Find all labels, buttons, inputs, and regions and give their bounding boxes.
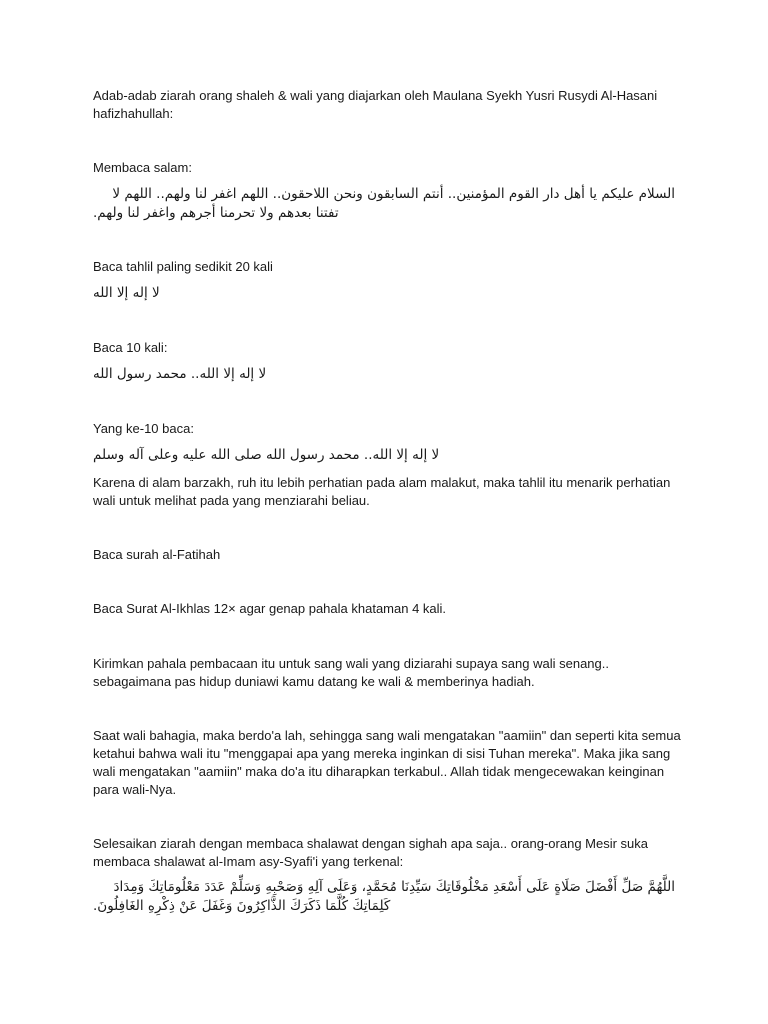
tenth-heading: Yang ke-10 baca:	[93, 421, 194, 436]
tahlil-arabic-text: لا إله إلا الله	[93, 285, 160, 301]
ikhlas-line: Baca Surat Al-Ikhlas 12× agar genap pahala khataman 4 kali.	[93, 601, 447, 616]
intro-paragraph: Adab-adab ziarah orang shaleh & wali yang diajarkan oleh Maulana Syekh Yusri Rusydi Al-Hasani hafizhahullah:	[93, 88, 658, 121]
selesaikan-paragraph: Selesaikan ziarah dengan membaca shalawat dengan sighah apa saja.. orang-orang Mesir suka membaca shalawat al-Imam asy-Syafi'i yang terkenal:	[93, 836, 649, 869]
salam-arabic-line-2: تفتنا بعدهم ولا تحرمنا أجرهم واغفر لنا ولهم.	[93, 205, 339, 221]
ten-times-arabic-text: لا إله إلا الله.. محمد رسول الله	[93, 366, 267, 382]
shalawat-line-2: كَلِمَاتِكَ كُلَّمَا ذَكَرَكَ الذَّاكِرُونَ وَغَفَلَ عَنْ ذِكْرِهِ الغَافِلُونَ.	[93, 898, 391, 914]
tahlil-heading: Baca tahlil paling sedikit 20 kali	[93, 259, 273, 274]
shalawat-arabic-text	[93, 878, 675, 916]
shalawat-line-1: اللَّهُمَّ صَلِّ أَفْضَلَ صَلَاةٍ عَلَى أَسْعَدِ مَخْلُوقَاتِكَ سَيِّدِنَا مُحَمَّدٍ، وَعَلَى آلِهِ وَصَحْبِهِ وَسَلِّمْ عَدَدَ مَعْلُومَاتِكَ وَمِدَادَ	[113, 879, 675, 895]
kirimkan-paragraph: Kirimkan pahala pembacaan itu untuk sang wali yang diziarahi supaya sang wali senang.. sebagaimana pas hidup duniawi kamu datang ke wali & memberinya hadiah.	[93, 656, 609, 689]
barzakh-paragraph: Karena di alam barzakh, ruh itu lebih perhatian pada alam malakut, maka tahlil itu menarik perhatian wali untuk melihat pada yang menziarahi beliau.	[93, 475, 671, 508]
salam-arabic-text	[93, 185, 675, 223]
fatihah-line: Baca surah al-Fatihah	[93, 547, 221, 562]
bahagia-paragraph: Saat wali bahagia, maka berdo'a lah, sehingga sang wali mengatakan "aamiin" dan seperti kita semua ketahui bahwa wali itu "menggapai apa yang mereka inginkan di sisi Tuhan mereka". Maka jika sang wali mengatakan "aamiin" maka do'a itu diharapkan terkabul.. Allah tidak mengecewakan keinginan para wali-Nya.	[93, 728, 681, 797]
tenth-arabic-text: لا إله إلا الله.. محمد رسول الله صلى الله عليه وعلى آله وسلم	[93, 447, 440, 463]
salam-arabic-line-1: السلام عليكم يا أهل دار القوم المؤمنين.. أنتم السابقون ونحن اللاحقون.. اللهم اغفر لنا ولهم.. اللهم لا	[112, 186, 675, 202]
ten-times-heading: Baca 10 kali:	[93, 340, 168, 355]
salam-heading: Membaca salam:	[93, 160, 192, 175]
